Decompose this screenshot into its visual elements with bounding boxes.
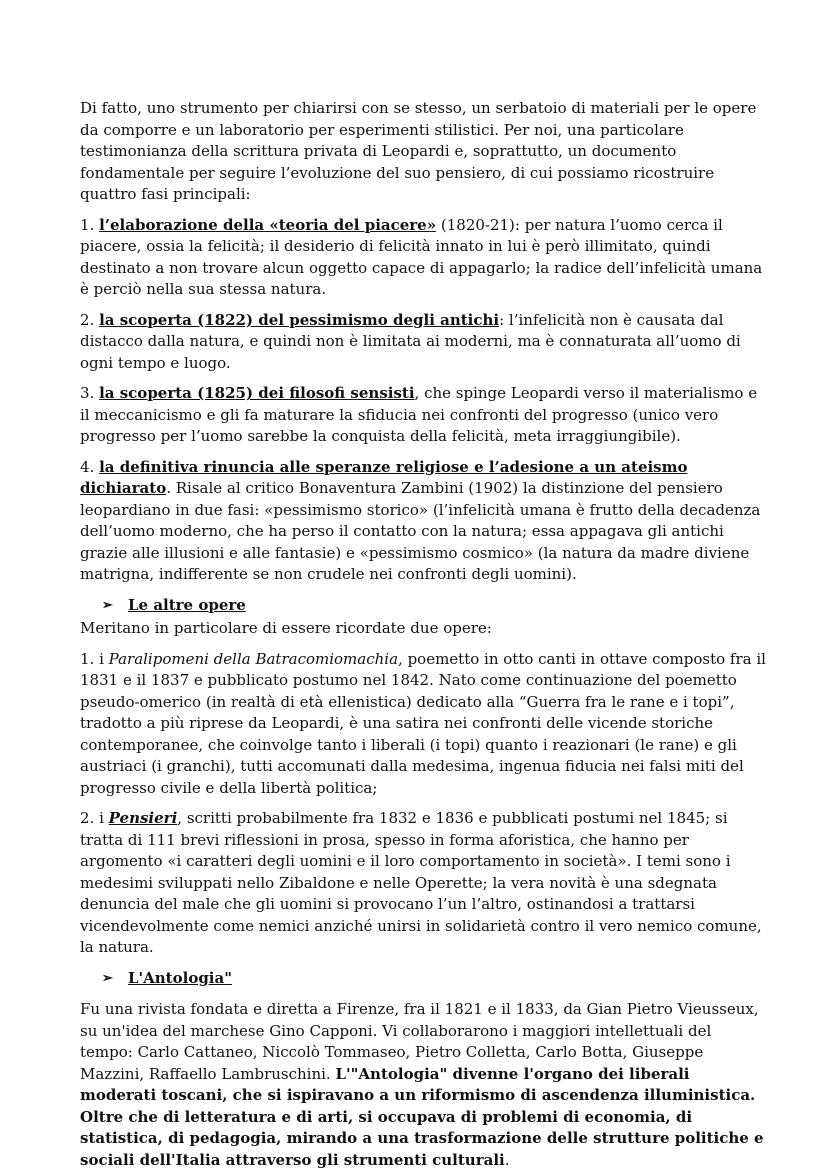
phase-2	[80, 310, 766, 375]
work-text: , scritti probabilmente fra 1832 e 1836 e pubblicati postumi nel 1845; si tratta di 111 brevi riflessioni in prosa, spesso in forma aforistica, che hanno per argomento «i caratteri degli uomini e il loro comportamento in società». I temi sono i medesimi sviluppati nello Zibaldone e nelle Operette; la vera novità è una sdegnata denuncia del male che gli uomini si provocano l’un l’altro, ostinandosi a trattarsi vicendevolmente come nemici anziché unirsi in solidarietà contro il vero nemico comune, la natura.	[80, 809, 762, 956]
phase-4	[80, 457, 766, 586]
section-title: Le altre opere	[128, 595, 246, 614]
phase-title: la scoperta (1825) dei filosofi sensisti	[99, 384, 415, 402]
phase-text: . Risale al critico Bonaventura Zambini (1902) la distinzione del pensiero leopardiano in due fasi: «pessimismo storico» (l’infelicità umana è frutto della decadenza dell’uomo moderno, che ha perso il contatto con la natura; essa appagava gli antichi grazie alle illusioni e alle fantasie) e «pessimismo cosmico» (la natura da madre diviene matrigna, indifferente se non crudele nei confronti degli uomini).	[80, 479, 761, 583]
work-number: 1. i	[80, 649, 109, 668]
antologia-paragraph	[80, 999, 766, 1171]
section-heading-altre-opere	[102, 595, 766, 617]
work-title: Paralipomeni della Batracomiomachia	[108, 649, 399, 668]
antologia-bold-text: L'"Antologia" divenne l'organo dei liberali moderati toscani, che si ispiravano a un riformismo di ascendenza illuministica. Oltre che di letteratura e di arti, si occupava di problemi di economia, di statistica, di pedagogia, mirando a una trasformazione delle strutture politiche e sociali dell'Italia attraverso gli strumenti culturali	[80, 1064, 764, 1169]
phase-title: l’elaborazione della «teoria del piacere»	[99, 215, 437, 234]
phase-title: la scoperta (1822) del pessimismo degli antichi	[99, 310, 500, 329]
section-heading-antologia	[102, 968, 766, 990]
phase-number: 2.	[80, 310, 100, 329]
phase-number: 4.	[80, 457, 100, 476]
phase-3	[80, 383, 766, 448]
antologia-end: .	[504, 1150, 510, 1169]
work-title: Pensieri	[108, 809, 178, 827]
section-intro: Meritano in particolare di essere ricordate due opere:	[80, 619, 492, 637]
phase-number: 1.	[80, 215, 100, 234]
phase-text: , che spinge Leopardi verso il materialismo e il meccanicismo e gli fa maturare la sfiducia nei confronti del progresso (unico vero progresso per l’uomo sarebbe la conquista della felicità, meta irraggiungibile).	[80, 384, 758, 445]
phase-number: 3.	[80, 384, 100, 402]
antologia-text: Fu una rivista fondata e diretta a Firenze, fra il 1821 e il 1833, da Gian Pietro Vieusseux, su un'idea del marchese Gino Capponi. Vi collaborarono i maggiori intellettuali del tempo: Carlo Cattaneo, Niccolò Tommaseo, Pietro Colletta, Carlo Botta, Giuseppe Mazzini, Raffaello Lambruschini.	[80, 1000, 759, 1083]
arrow-bullet-icon: ➢	[102, 970, 113, 986]
work-text: , poemetto in otto canti in ottave composto fra il 1831 e il 1837 e pubblicato postumo nel 1842. Nato come continuazione del poemetto pseudo-omerico (in realtà di età ellenistica) dedicato alla “Guerra fra le rane e i topi”, tradotto a più riprese da Leopardi, è una satira nei confronti delle vicende storiche contemporanee, che coinvolge tanto i liberali (i topi) quanto i reazionari (le rane) e gli austriaci (i granchi), tutti accomunati dalla medesima, ingenua fiducia nei falsi miti del progresso civile e della libertà politica;	[80, 649, 766, 797]
phase-title: la definitiva rinuncia alle speranze religiose e l’adesione a un ateismo dichiarato	[80, 457, 688, 497]
work-item-1	[80, 649, 766, 800]
arrow-bullet-icon: ➢	[102, 597, 113, 613]
phase-text: : l’infelicità non è causata dal distacco dalla natura, e quindi non è limitata ai moderni, ma è connaturata all’uomo di ogni tempo e luogo.	[80, 310, 741, 372]
work-number: 2. i	[80, 809, 109, 827]
phase-1	[80, 215, 766, 301]
section-title: L'Antologia"	[128, 968, 233, 987]
work-item-2	[80, 808, 766, 959]
phase-text: (1820-21): per natura l’uomo cerca il piacere, ossia la felicità; il desiderio di felicità innato in lui è però illimitato, quindi destinato a non trovare alcun oggetto capace di appagarlo; la radice dell’infelicità umana è perciò nella sua stessa natura.	[80, 215, 763, 298]
intro-paragraph: Di fatto, uno strumento per chiarirsi con se stesso, un serbatoio di materiali per le opere da comporre e un laboratorio per esperimenti stilistici. Per noi, una particolare testimonianza della scrittura privata di Leopardi e, soprattutto, un documento fondamentale per seguire l’evoluzione del suo pensiero, di cui possiamo ricostruire quattro fasi principali:	[80, 99, 757, 203]
